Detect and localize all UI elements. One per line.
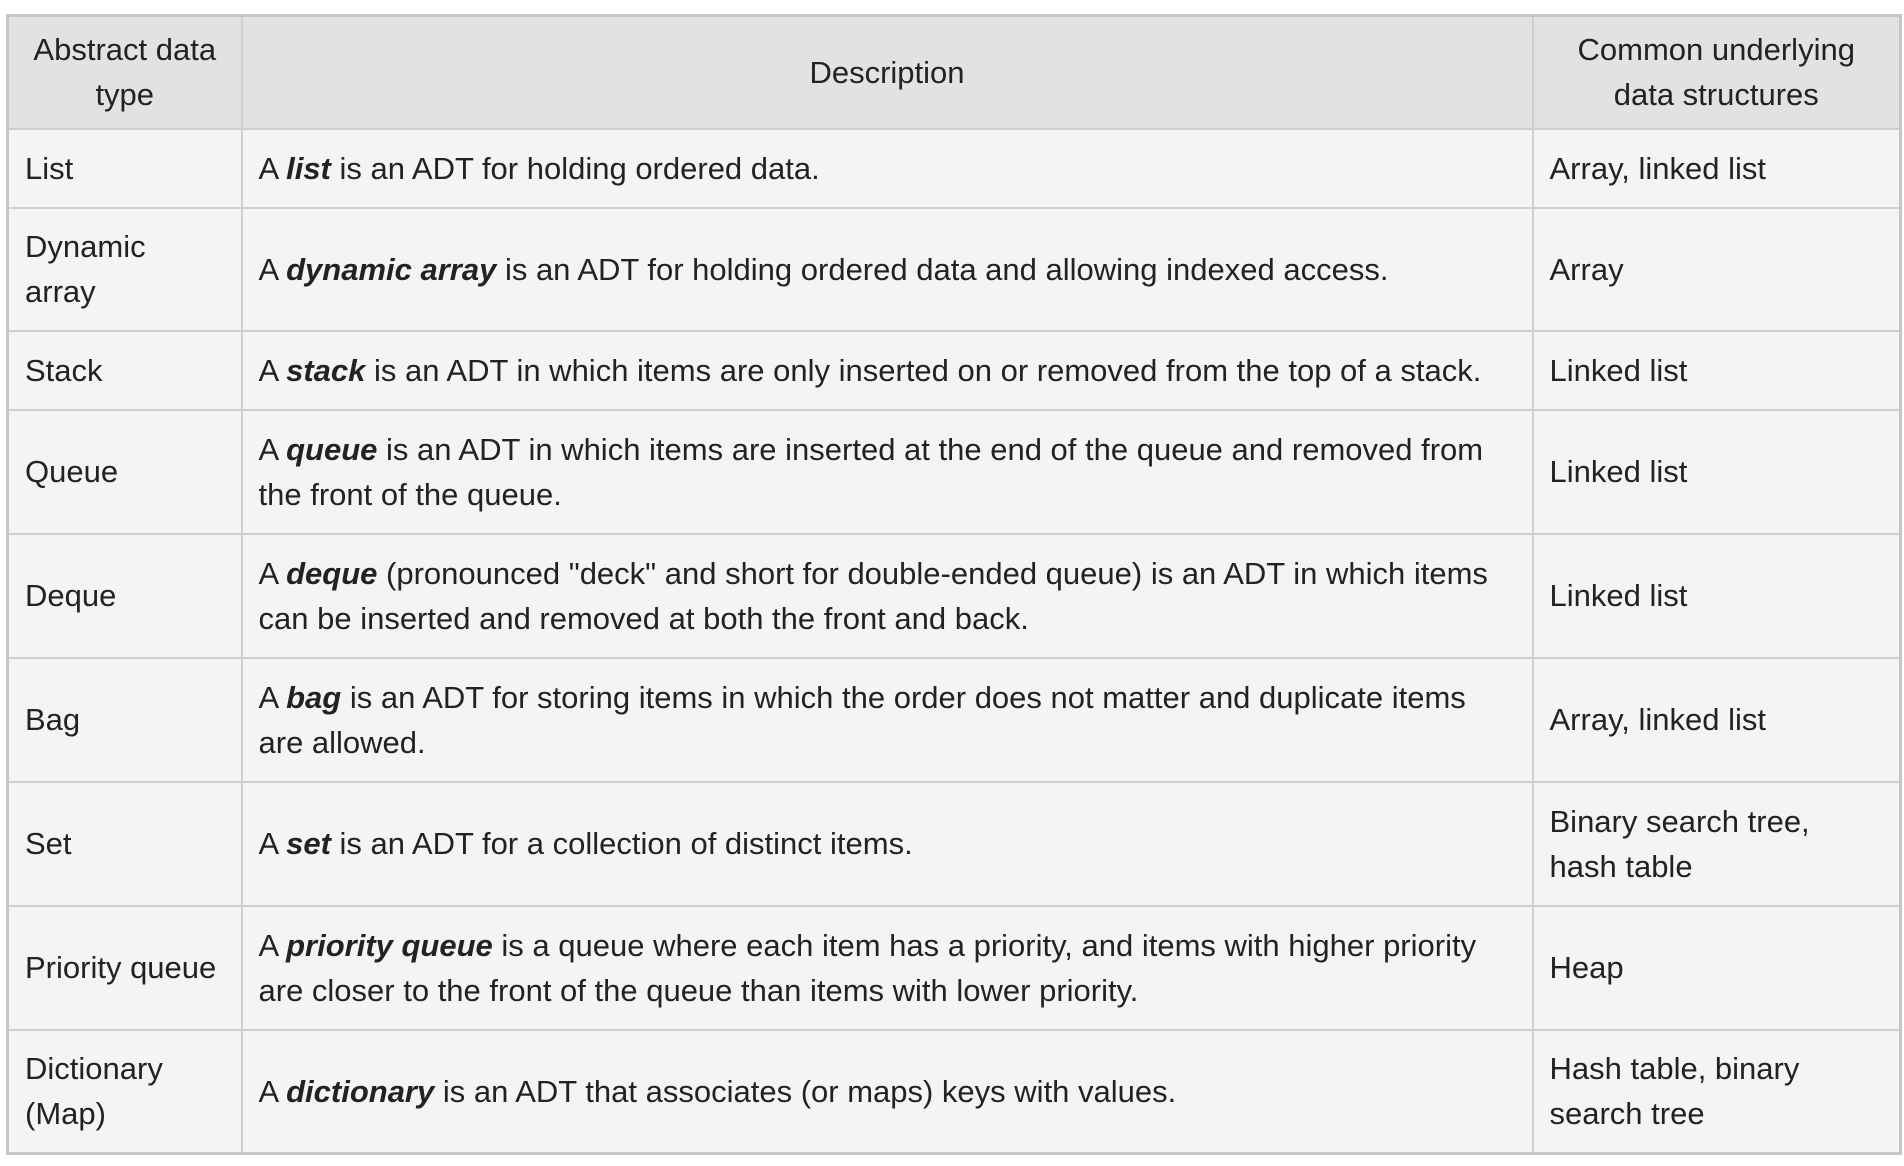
adt-structures: Linked list bbox=[1533, 534, 1901, 658]
desc-prefix: A bbox=[258, 352, 287, 388]
table-row bbox=[8, 208, 1901, 331]
header-abstract-data-type: Abstract data type bbox=[8, 16, 242, 129]
adt-structures: Array bbox=[1533, 208, 1901, 331]
desc-prefix: A bbox=[258, 251, 287, 287]
adt-name: List bbox=[8, 129, 242, 208]
desc-prefix: A bbox=[258, 927, 287, 963]
desc-text: is an ADT for holding ordered data. bbox=[330, 150, 820, 186]
adt-name: Stack bbox=[8, 331, 242, 410]
table-row bbox=[8, 534, 1901, 658]
desc-prefix: A bbox=[258, 826, 287, 861]
adt-name: Priority queue bbox=[8, 906, 242, 1030]
adt-name: Set bbox=[8, 782, 242, 906]
adt-name: Deque bbox=[8, 534, 242, 658]
adt-description bbox=[242, 906, 1533, 1030]
desc-prefix: A bbox=[258, 150, 287, 186]
desc-text: is a queue where each item has a priority, and items with higher priority are closer to the front of the queue than items with lower priority. bbox=[258, 927, 1477, 1008]
adt-description bbox=[242, 782, 1533, 906]
adt-name: Bag bbox=[8, 658, 242, 782]
adt-name: Dynamic array bbox=[8, 208, 242, 331]
adt-structures: Binary search tree, hash table bbox=[1533, 782, 1901, 906]
adt-term: queue bbox=[286, 431, 378, 467]
table-row bbox=[8, 331, 1901, 410]
desc-text: is an ADT that associates (or maps) keys with values. bbox=[434, 1073, 1177, 1109]
header-row bbox=[8, 16, 1901, 129]
adt-description bbox=[242, 1030, 1533, 1154]
table-row bbox=[8, 658, 1901, 782]
desc-text: is an ADT for storing items in which the order does not matter and duplicate items are allowed. bbox=[258, 679, 1466, 760]
adt-name: Queue bbox=[8, 410, 242, 534]
adt-term: list bbox=[286, 150, 331, 186]
adt-name: Dictionary (Map) bbox=[8, 1030, 242, 1154]
desc-text: is an ADT for holding ordered data and allowing indexed access. bbox=[496, 251, 1389, 287]
adt-term: set bbox=[286, 826, 331, 861]
desc-prefix: A bbox=[258, 679, 287, 715]
adt-structures: Linked list bbox=[1533, 410, 1901, 534]
adt-description bbox=[242, 331, 1533, 410]
desc-text: (pronounced "deck" and short for double-ended queue) is an ADT in which items can be inserted and removed at both the front and back. bbox=[258, 555, 1488, 636]
table-row bbox=[8, 1030, 1901, 1154]
header-underlying-structures: Common underlying data structures bbox=[1533, 16, 1901, 129]
table-row bbox=[8, 782, 1901, 906]
adt-table bbox=[6, 14, 1902, 1155]
adt-structures: Hash table, binary search tree bbox=[1533, 1030, 1901, 1154]
desc-text: is an ADT for a collection of distinct items. bbox=[330, 826, 913, 861]
adt-term: dictionary bbox=[286, 1073, 435, 1109]
desc-text: is an ADT in which items are inserted at the end of the queue and removed from the front of the queue. bbox=[258, 431, 1484, 512]
desc-prefix: A bbox=[258, 431, 287, 467]
desc-prefix: A bbox=[258, 555, 287, 591]
adt-description bbox=[242, 410, 1533, 534]
adt-description bbox=[242, 658, 1533, 782]
adt-description bbox=[242, 129, 1533, 208]
adt-structures: Array, linked list bbox=[1533, 658, 1901, 782]
adt-description bbox=[242, 534, 1533, 658]
adt-structures: Linked list bbox=[1533, 331, 1901, 410]
adt-term: bag bbox=[286, 679, 342, 715]
adt-term: deque bbox=[286, 555, 378, 591]
adt-term: priority queue bbox=[286, 927, 493, 963]
table-row bbox=[8, 129, 1901, 208]
table-header bbox=[8, 16, 1901, 129]
adt-term: stack bbox=[286, 352, 366, 388]
table-body bbox=[8, 129, 1901, 1154]
table-row bbox=[8, 410, 1901, 534]
header-description: Description bbox=[242, 16, 1533, 129]
adt-structures: Array, linked list bbox=[1533, 129, 1901, 208]
desc-prefix: A bbox=[258, 1073, 287, 1109]
adt-term: dynamic array bbox=[286, 251, 497, 287]
table-row bbox=[8, 906, 1901, 1030]
desc-text: is an ADT in which items are only inserted on or removed from the top of a stack. bbox=[365, 352, 1482, 388]
adt-description bbox=[242, 208, 1533, 331]
adt-structures: Heap bbox=[1533, 906, 1901, 1030]
